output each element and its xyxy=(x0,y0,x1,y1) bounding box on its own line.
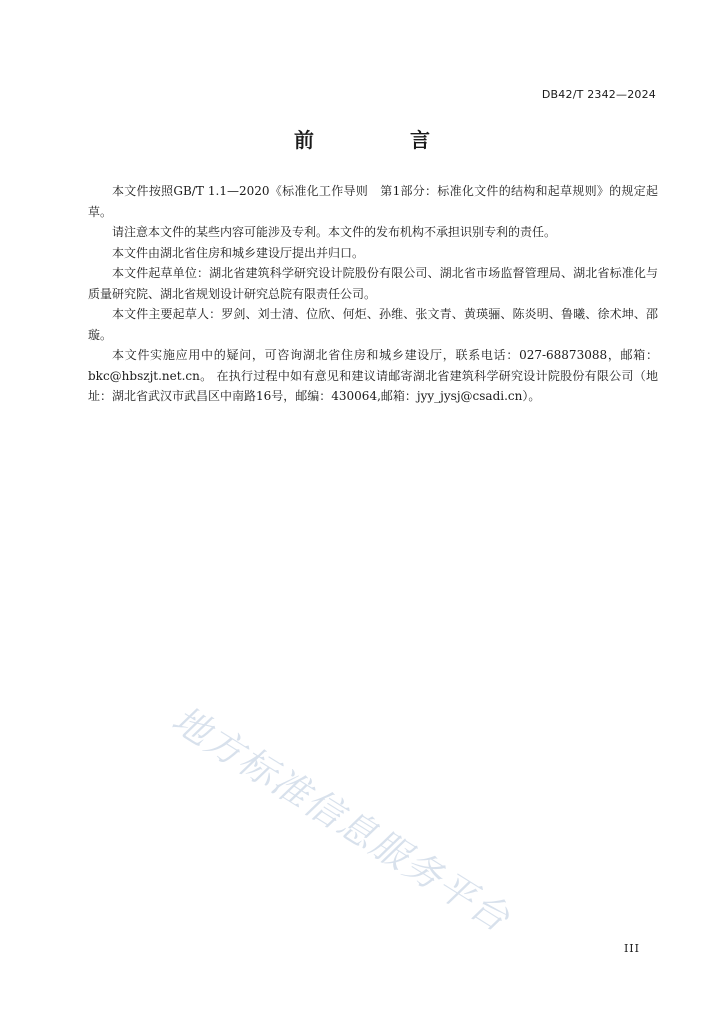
paragraph-contact: 本文件实施应用中的疑问，可咨询湖北省住房和城乡建设厅，联系电话：027-68873088，邮箱：bkc@hbszjt.net.cn。 在执行过程中如有意见和建议请邮寄湖北省建筑科学研究设计院股份有限公司（地址：湖北省武汉市武昌区中南路16号，邮编：430064,邮箱：jyy_jysj@csadi.cn）。 xyxy=(88,348,658,403)
paragraph-patent-notice: 请注意本文件的某些内容可能涉及专利。本文件的发布机构不承担识别专利的责任。 xyxy=(112,225,557,239)
page-number: III xyxy=(623,942,640,955)
paragraph-drafting-rules: 本文件按照GB/T 1.1—2020《标准化工作导则 第1部分：标准化文件的结构和起草规则》的规定起草。 xyxy=(88,184,658,219)
paragraph-proposer: 本文件由湖北省住房和城乡建设厅提出并归口。 xyxy=(112,245,365,260)
page-title: 前 言 xyxy=(294,128,468,152)
paragraph-drafters: 本文件主要起草人：罗剑、刘士清、位欣、何炬、孙维、张文青、黄瑛骊、陈炎明、鲁曦、徐术坤、邵璇。 xyxy=(88,307,658,342)
watermark: 地方标准信息服务平台 xyxy=(164,697,518,941)
foreword-body xyxy=(88,181,658,407)
standard-code: DB42/T 2342—2024 xyxy=(541,88,656,101)
paragraph-drafting-units: 本文件起草单位：湖北省建筑科学研究设计院股份有限公司、湖北省市场监督管理局、湖北省标准化与质量研究院、湖北省规划设计研究总院有限责任公司。 xyxy=(88,266,658,301)
